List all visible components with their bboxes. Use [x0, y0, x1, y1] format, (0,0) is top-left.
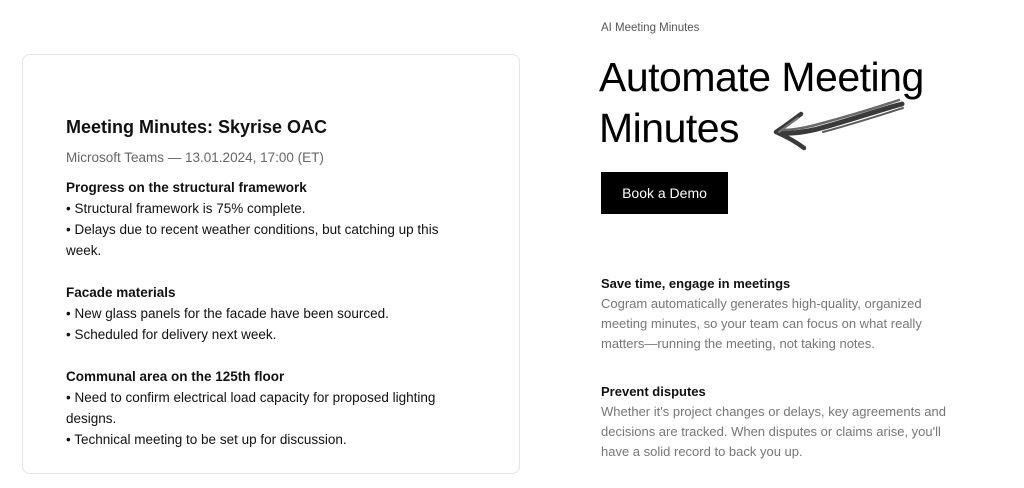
minutes-section [66, 366, 466, 448]
meeting-minutes-content [66, 115, 466, 448]
feature-title: Prevent disputes [601, 384, 706, 399]
section-bullet: • New glass panels for the facade have been sourced. [66, 306, 389, 321]
minutes-section [66, 282, 466, 345]
hero-headline: Automate Meeting Minutes [599, 54, 924, 151]
section-bullet: • Structural framework is 75% complete. [66, 201, 306, 216]
section-heading: Progress on the structural framework [66, 180, 307, 195]
minutes-title: Meeting Minutes: Skyrise OAC [66, 117, 328, 137]
meeting-minutes-clip [23, 55, 519, 448]
section-bullet: • Scheduled for delivery next week. [66, 327, 277, 342]
minutes-section [66, 177, 466, 261]
meeting-minutes-card [22, 54, 520, 474]
feature-prevent-disputes [601, 382, 961, 462]
section-bullet: • Need to confirm electrical load capacity for proposed lighting designs. [66, 390, 436, 426]
minutes-meeting-info: Microsoft Teams — 13.01.2024, 17:00 (ET) [66, 150, 324, 165]
feature-save-time [601, 274, 961, 354]
hand-drawn-arrow-icon [771, 96, 906, 154]
section-heading: Communal area on the 125th floor [66, 369, 285, 384]
section-bullet: • Delays due to recent weather conditions, but catching up this week. [66, 222, 439, 258]
section-bullet: • Technical meeting to be set up for discussion. [66, 432, 347, 447]
book-demo-button[interactable]: Book a Demo [601, 172, 728, 214]
eyebrow-label: AI Meeting Minutes [601, 22, 700, 34]
feature-title: Save time, engage in meetings [601, 276, 791, 291]
feature-description: Whether it's project changes or delays, key agreements and decisions are tracked. When disputes or claims arise, you'll have a solid record to back you up. [601, 404, 946, 459]
feature-description: Cogram automatically generates high-quality, organized meeting minutes, so your team can focus on what really matters—running the meeting, not taking notes. [601, 296, 922, 351]
section-heading: Facade materials [66, 285, 176, 300]
